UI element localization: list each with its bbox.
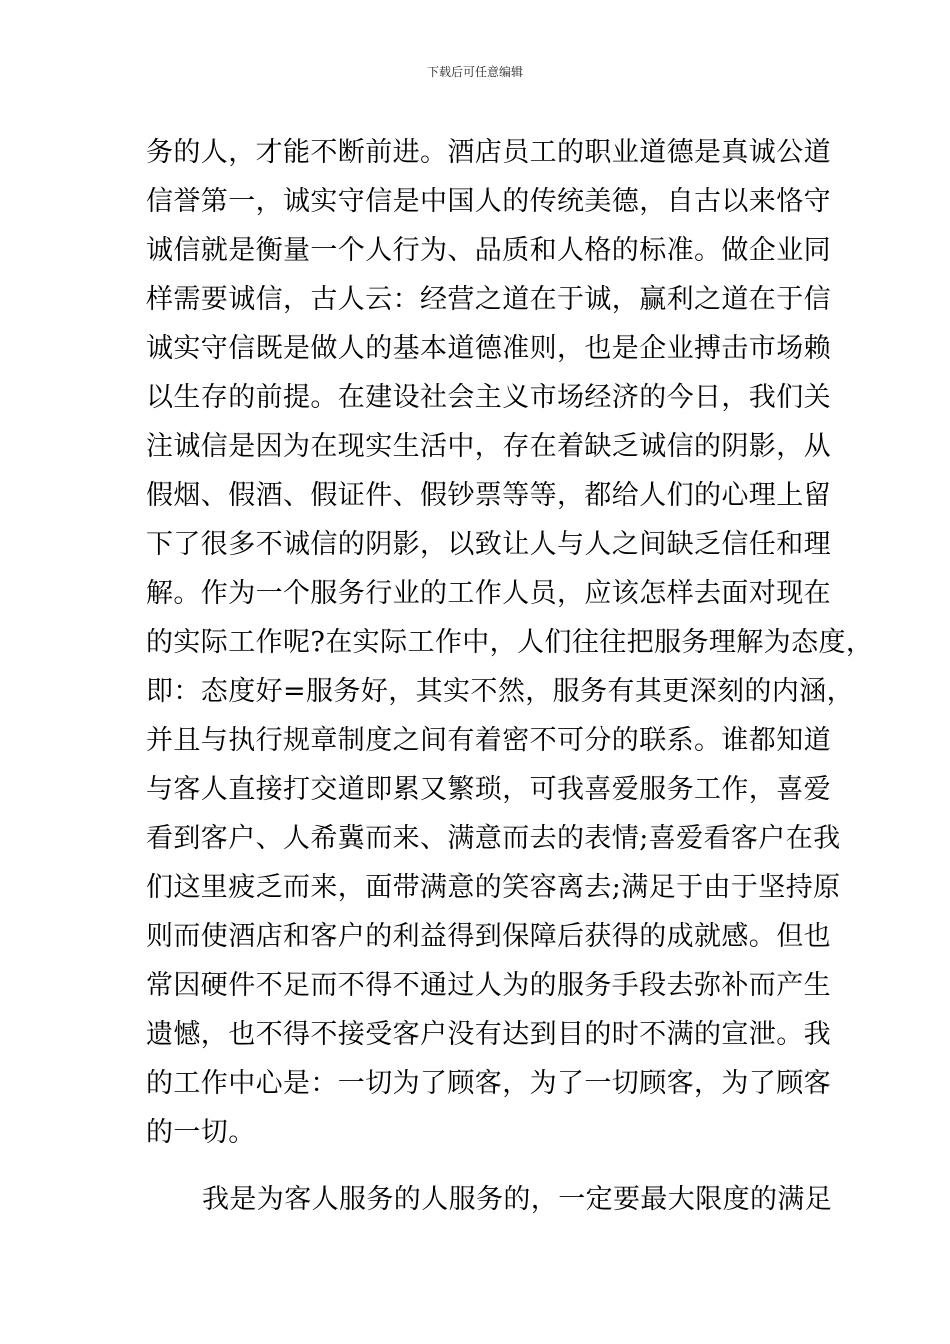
text-line: 并且与执行规章制度之间有着密不可分的联系。谁都知道	[146, 725, 831, 756]
text-line: 的实际工作呢?在实际工作中，人们往往把服务理解为态度，	[146, 627, 874, 658]
text-line: 解。作为一个服务行业的工作人员，应该怎样去面对现在	[146, 578, 831, 609]
text-line: 假烟、假酒、假证件、假钞票等等，都给人们的心理上留	[146, 480, 831, 511]
text-line: 们这里疲乏而来，面带满意的笑容离去;满足于由于坚持原	[146, 872, 841, 903]
text-line: 诚信就是衡量一个人行为、品质和人格的标准。做企业同	[146, 235, 831, 266]
text-line: 注诚信是因为在现实生活中，存在着缺乏诚信的阴影，从	[146, 431, 831, 462]
text-line: 以生存的前提。在建设社会主义市场经济的今日，我们关	[146, 382, 831, 413]
text-line: 信誉第一，诚实守信是中国人的传统美德，自古以来恪守	[146, 186, 831, 217]
text-line: 诚实守信既是做人的基本道德准则，也是企业搏击市场赖	[146, 333, 831, 364]
text-line: 的工作中心是：一切为了顾客，为了一切顾客，为了顾客	[146, 1068, 831, 1099]
text-line: 即：态度好=服务好，其实不然，服务有其更深刻的内涵，	[146, 676, 855, 707]
text-line: 样需要诚信，古人云：经营之道在于诚，赢利之道在于信	[146, 284, 831, 315]
text-line: 与客人直接打交道即累又繁琐，可我喜爱服务工作，喜爱	[146, 774, 831, 805]
paragraph-2	[146, 1175, 833, 1224]
text-line: 常因硬件不足而不得不通过人为的服务手段去弥补而产生	[146, 970, 831, 1001]
text-line: 遗憾，也不得不接受客户没有达到目的时不满的宣泄。我	[146, 1019, 831, 1050]
document-body	[146, 128, 874, 1224]
paragraph-1	[146, 128, 874, 1157]
text-line: 则而使酒店和客户的利益得到保障后获得的成就感。但也	[146, 921, 831, 952]
text-line: 的一切。	[146, 1117, 256, 1148]
text-line: 下了很多不诚信的阴影，以致让人与人之间缺乏信任和理	[146, 529, 831, 560]
text-line: 务的人，才能不断前进。酒店员工的职业道德是真诚公道	[146, 137, 831, 168]
text-line: 我是为客人服务的人服务的，一定要最大限度的满足	[202, 1184, 833, 1215]
paragraph-gap	[146, 1157, 826, 1175]
text-line: 看到客户、人希冀而来、满意而去的表情;喜爱看客户在我	[146, 823, 841, 854]
page-header-note: 下载后可任意编辑	[426, 65, 523, 79]
